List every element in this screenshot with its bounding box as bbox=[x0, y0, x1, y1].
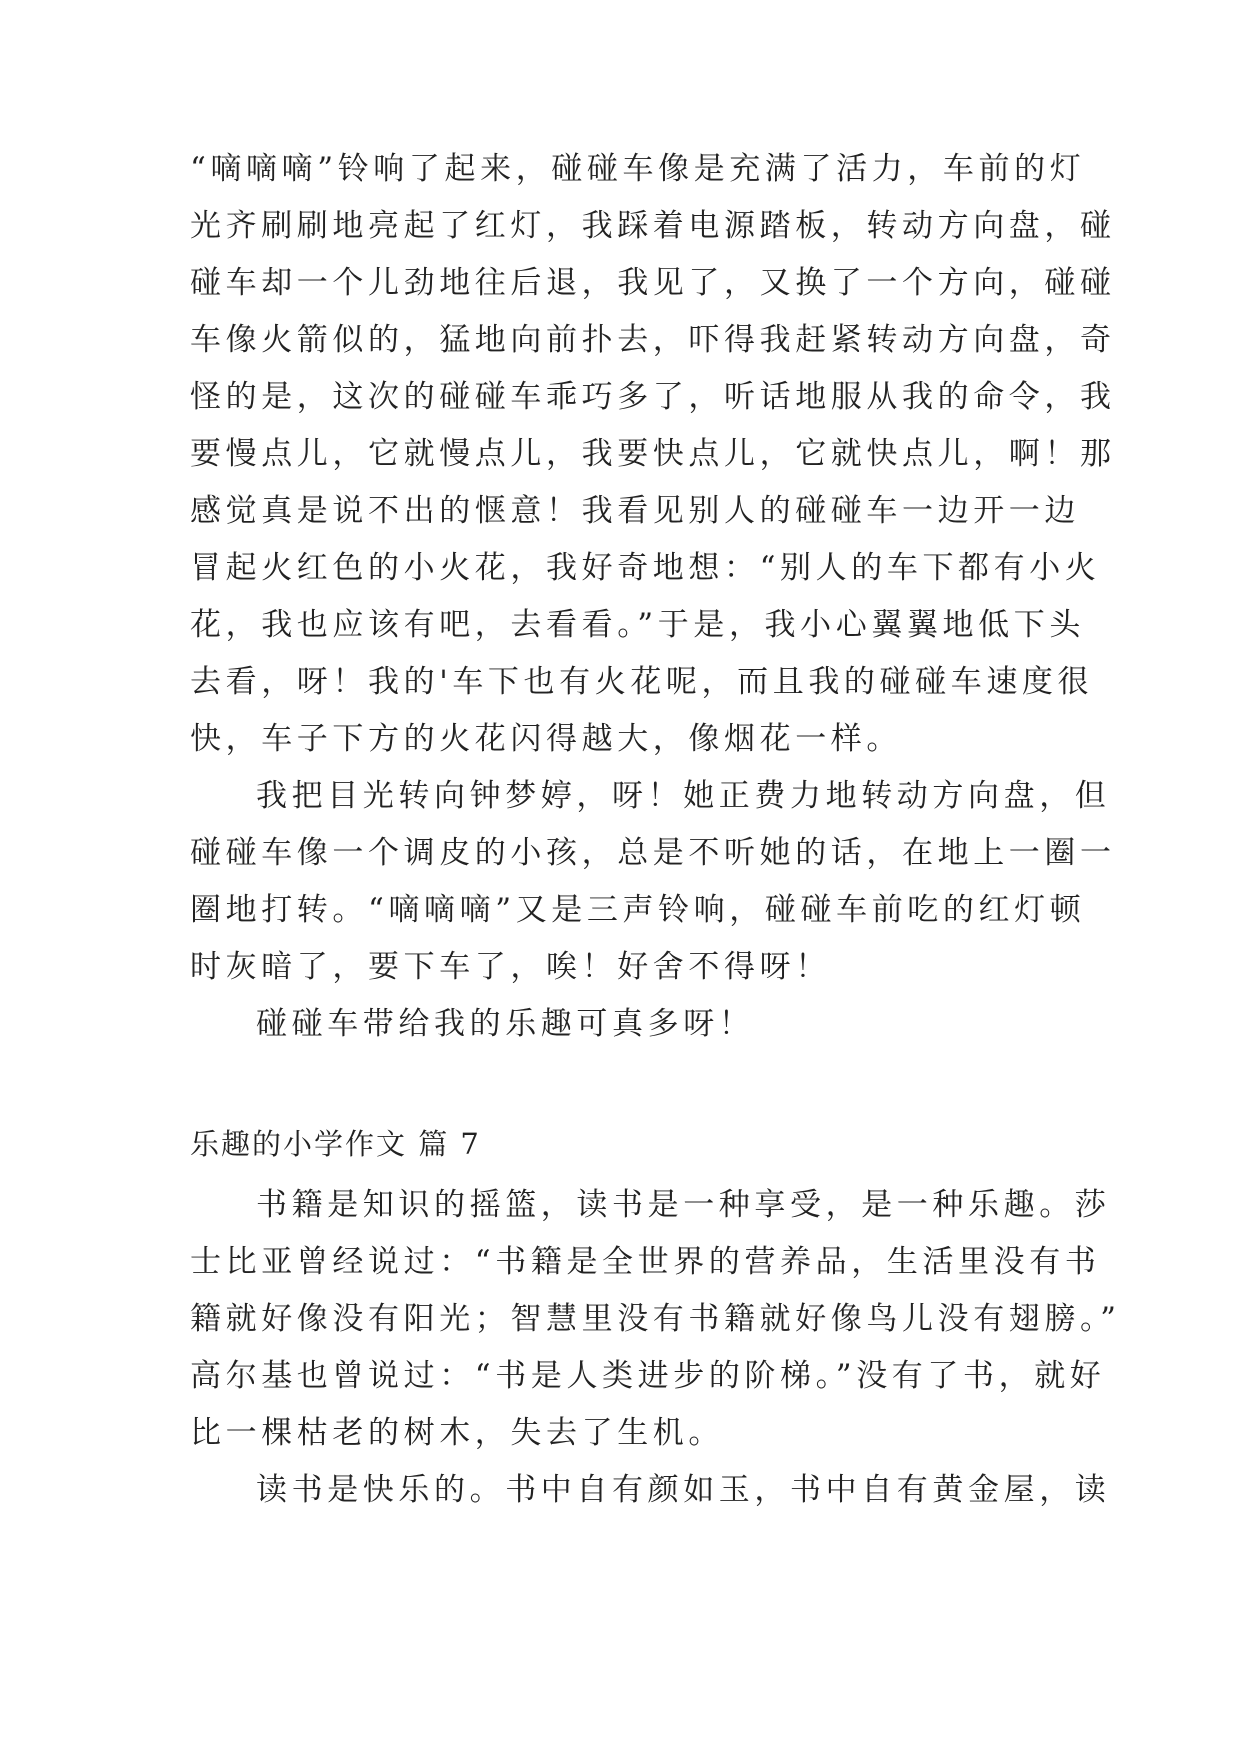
text-line: 去看，呀！我的'车下也有火花呢，而且我的碰碰车速度很 bbox=[190, 664, 1094, 700]
text-line: 我把目光转向钟梦婷，呀！她正费力地转动方向盘，但 bbox=[256, 778, 1111, 814]
text-line: 比一棵枯老的树木，失去了生机。 bbox=[190, 1415, 724, 1451]
text-line: 碰碰车带给我的乐趣可真多呀！ bbox=[256, 1006, 755, 1042]
text-line: 碰碰车像一个调皮的小孩，总是不听她的话，在地上一圈一 bbox=[190, 835, 1116, 871]
text-line: 怪的是，这次的碰碰车乖巧多了，听话地服从我的命令，我 bbox=[190, 379, 1116, 415]
text-line: 感觉真是说不出的惬意！我看见别人的碰碰车一边开一边 bbox=[190, 493, 1080, 529]
text-line: 要慢点儿，它就慢点儿，我要快点儿，它就快点儿，啊！那 bbox=[190, 436, 1116, 472]
text-line: 读书是快乐的。书中自有颜如玉，书中自有黄金屋，读 bbox=[256, 1472, 1111, 1508]
text-line: 冒起火红色的小火花，我好奇地想：“别人的车下都有小火 bbox=[190, 550, 1101, 586]
text-line: 书籍是知识的摇篮，读书是一种享受，是一种乐趣。莎 bbox=[256, 1187, 1111, 1223]
text-line: “嘀嘀嘀”铃响了起来，碰碰车像是充满了活力，车前的灯 bbox=[190, 151, 1086, 187]
text-line: 籍就好像没有阳光；智慧里没有书籍就好像鸟儿没有翅膀。” bbox=[190, 1301, 1121, 1337]
text-line: 碰车却一个儿劲地往后退，我见了，又换了一个方向，碰碰 bbox=[190, 265, 1116, 301]
text-line: 快，车子下方的火花闪得越大，像烟花一样。 bbox=[190, 721, 902, 757]
text-line: 高尔基也曾说过：“书是人类进步的阶梯。”没有了书，就好 bbox=[190, 1358, 1106, 1394]
text-line: 车像火箭似的，猛地向前扑去，吓得我赶紧转动方向盘，奇 bbox=[190, 322, 1116, 358]
text-line: 光齐刷刷地亮起了红灯，我踩着电源踏板，转动方向盘，碰 bbox=[190, 208, 1116, 244]
text-line: 圈地打转。“嘀嘀嘀”又是三声铃响，碰碰车前吃的红灯顿 bbox=[190, 892, 1086, 928]
text-line: 花，我也应该有吧，去看看。”于是，我小心翼翼地低下头 bbox=[190, 607, 1085, 643]
text-line: 时灰暗了，要下车了，唉！好舍不得呀！ bbox=[190, 949, 831, 985]
text-line: 士比亚曾经说过：“书籍是全世界的营养品，生活里没有书 bbox=[190, 1244, 1101, 1280]
section-heading: 乐趣的小学作文 篇 7 bbox=[190, 1127, 481, 1161]
